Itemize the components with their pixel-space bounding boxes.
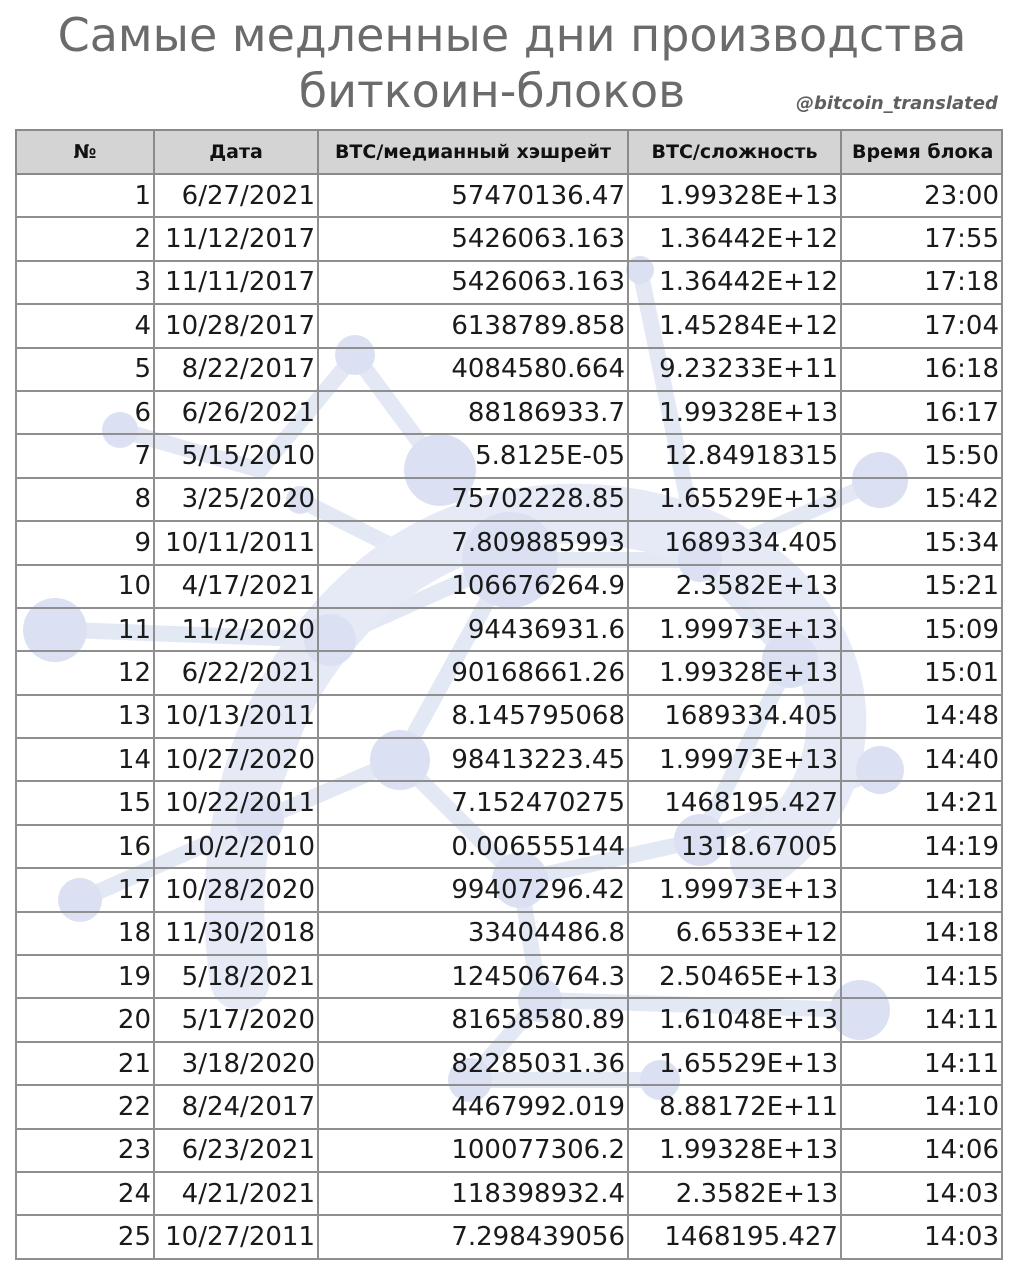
cell-block-time: 15:09 — [841, 608, 1002, 651]
cell-date: 6/23/2021 — [154, 1129, 318, 1172]
cell-date: 6/22/2021 — [154, 651, 318, 694]
table-row — [16, 434, 1002, 477]
cell-block-time: 14:40 — [841, 738, 1002, 781]
table-row — [16, 391, 1002, 434]
header-number: № — [16, 130, 154, 174]
cell-block-time: 14:11 — [841, 1042, 1002, 1085]
cell-date: 11/11/2017 — [154, 261, 318, 304]
cell-date: 5/18/2021 — [154, 955, 318, 998]
table-row — [16, 217, 1002, 260]
cell-date: 6/27/2021 — [154, 174, 318, 217]
cell-date: 10/28/2020 — [154, 868, 318, 911]
cell-difficulty: 1689334.405 — [628, 521, 841, 564]
cell-number: 23 — [16, 1129, 154, 1172]
cell-block-time: 14:48 — [841, 695, 1002, 738]
cell-date: 10/22/2011 — [154, 781, 318, 824]
cell-difficulty: 1.99328E+13 — [628, 391, 841, 434]
cell-difficulty: 1468195.427 — [628, 1215, 841, 1258]
page-title-line-1: Самые медленные дни производства — [57, 8, 967, 62]
table-row — [16, 608, 1002, 651]
table-row — [16, 955, 1002, 998]
cell-number: 22 — [16, 1085, 154, 1128]
cell-median-hashrate: 100077306.2 — [318, 1129, 628, 1172]
cell-date: 5/15/2010 — [154, 434, 318, 477]
table-row — [16, 1129, 1002, 1172]
cell-block-time: 14:06 — [841, 1129, 1002, 1172]
table-row — [16, 825, 1002, 868]
header-block-time: Время блока — [841, 130, 1002, 174]
cell-date: 11/2/2020 — [154, 608, 318, 651]
cell-block-time: 14:15 — [841, 955, 1002, 998]
table-row — [16, 998, 1002, 1041]
cell-number: 9 — [16, 521, 154, 564]
table-row — [16, 174, 1002, 217]
cell-median-hashrate: 0.006555144 — [318, 825, 628, 868]
cell-block-time: 14:19 — [841, 825, 1002, 868]
cell-block-time: 14:03 — [841, 1172, 1002, 1215]
cell-difficulty: 1.99973E+13 — [628, 738, 841, 781]
table-row — [16, 304, 1002, 347]
table-row — [16, 651, 1002, 694]
table-row — [16, 478, 1002, 521]
cell-median-hashrate: 7.809885993 — [318, 521, 628, 564]
cell-difficulty: 2.3582E+13 — [628, 565, 841, 608]
cell-median-hashrate: 5426063.163 — [318, 261, 628, 304]
cell-difficulty: 1.45284E+12 — [628, 304, 841, 347]
header-median-hashrate: BTC/медианный хэшрейт — [318, 130, 628, 174]
cell-block-time: 15:42 — [841, 478, 1002, 521]
cell-difficulty: 1.99328E+13 — [628, 651, 841, 694]
table-row — [16, 348, 1002, 391]
table-row — [16, 868, 1002, 911]
cell-block-time: 15:50 — [841, 434, 1002, 477]
cell-number: 6 — [16, 391, 154, 434]
cell-median-hashrate: 124506764.3 — [318, 955, 628, 998]
cell-median-hashrate: 88186933.7 — [318, 391, 628, 434]
cell-number: 5 — [16, 348, 154, 391]
cell-number: 25 — [16, 1215, 154, 1258]
cell-block-time: 14:18 — [841, 868, 1002, 911]
cell-difficulty: 2.3582E+13 — [628, 1172, 841, 1215]
table-row — [16, 781, 1002, 824]
cell-difficulty: 8.88172E+11 — [628, 1085, 841, 1128]
cell-difficulty: 1.99328E+13 — [628, 1129, 841, 1172]
cell-date: 10/28/2017 — [154, 304, 318, 347]
cell-difficulty: 2.50465E+13 — [628, 955, 841, 998]
cell-date: 3/25/2020 — [154, 478, 318, 521]
cell-median-hashrate: 7.298439056 — [318, 1215, 628, 1258]
cell-number: 4 — [16, 304, 154, 347]
cell-number: 16 — [16, 825, 154, 868]
table-row — [16, 1085, 1002, 1128]
page-title-line-2: биткоин-блоков — [298, 64, 686, 118]
cell-number: 10 — [16, 565, 154, 608]
cell-number: 14 — [16, 738, 154, 781]
cell-median-hashrate: 5.8125E-05 — [318, 434, 628, 477]
cell-difficulty: 9.23233E+11 — [628, 348, 841, 391]
cell-difficulty: 1.36442E+12 — [628, 261, 841, 304]
cell-difficulty: 1.99973E+13 — [628, 868, 841, 911]
cell-median-hashrate: 57470136.47 — [318, 174, 628, 217]
cell-median-hashrate: 98413223.45 — [318, 738, 628, 781]
cell-median-hashrate: 99407296.42 — [318, 868, 628, 911]
cell-median-hashrate: 75702228.85 — [318, 478, 628, 521]
cell-number: 11 — [16, 608, 154, 651]
cell-difficulty: 1318.67005 — [628, 825, 841, 868]
cell-median-hashrate: 5426063.163 — [318, 217, 628, 260]
cell-date: 4/21/2021 — [154, 1172, 318, 1215]
table-row — [16, 1215, 1002, 1258]
cell-number: 13 — [16, 695, 154, 738]
cell-block-time: 15:34 — [841, 521, 1002, 564]
cell-number: 7 — [16, 434, 154, 477]
cell-median-hashrate: 81658580.89 — [318, 998, 628, 1041]
table-row — [16, 261, 1002, 304]
cell-block-time: 17:18 — [841, 261, 1002, 304]
cell-date: 10/27/2020 — [154, 738, 318, 781]
cell-median-hashrate: 8.145795068 — [318, 695, 628, 738]
cell-difficulty: 1468195.427 — [628, 781, 841, 824]
cell-difficulty: 1.65529E+13 — [628, 478, 841, 521]
header-difficulty: BTC/сложность — [628, 130, 841, 174]
cell-number: 12 — [16, 651, 154, 694]
cell-block-time: 17:04 — [841, 304, 1002, 347]
cell-date: 10/2/2010 — [154, 825, 318, 868]
cell-difficulty: 1.36442E+12 — [628, 217, 841, 260]
cell-median-hashrate: 7.152470275 — [318, 781, 628, 824]
cell-number: 20 — [16, 998, 154, 1041]
table-row — [16, 695, 1002, 738]
cell-number: 1 — [16, 174, 154, 217]
table-row — [16, 1042, 1002, 1085]
cell-number: 2 — [16, 217, 154, 260]
cell-date: 8/24/2017 — [154, 1085, 318, 1128]
table-row — [16, 738, 1002, 781]
table-row — [16, 912, 1002, 955]
cell-date: 10/27/2011 — [154, 1215, 318, 1258]
cell-difficulty: 1.65529E+13 — [628, 1042, 841, 1085]
cell-median-hashrate: 106676264.9 — [318, 565, 628, 608]
cell-median-hashrate: 118398932.4 — [318, 1172, 628, 1215]
cell-median-hashrate: 4467992.019 — [318, 1085, 628, 1128]
header-date: Дата — [154, 130, 318, 174]
cell-median-hashrate: 94436931.6 — [318, 608, 628, 651]
cell-median-hashrate: 90168661.26 — [318, 651, 628, 694]
cell-block-time: 14:03 — [841, 1215, 1002, 1258]
cell-median-hashrate: 33404486.8 — [318, 912, 628, 955]
cell-date: 6/26/2021 — [154, 391, 318, 434]
cell-date: 4/17/2021 — [154, 565, 318, 608]
cell-number: 3 — [16, 261, 154, 304]
table-row — [16, 1172, 1002, 1215]
cell-median-hashrate: 4084580.664 — [318, 348, 628, 391]
cell-number: 17 — [16, 868, 154, 911]
cell-number: 24 — [16, 1172, 154, 1215]
cell-date: 11/30/2018 — [154, 912, 318, 955]
cell-date: 5/17/2020 — [154, 998, 318, 1041]
cell-date: 11/12/2017 — [154, 217, 318, 260]
cell-block-time: 14:21 — [841, 781, 1002, 824]
channel-handle: @bitcoin_translated — [796, 93, 998, 114]
cell-block-time: 14:10 — [841, 1085, 1002, 1128]
cell-date: 8/22/2017 — [154, 348, 318, 391]
cell-difficulty: 1.99328E+13 — [628, 174, 841, 217]
table-header-row — [16, 130, 1002, 174]
cell-date: 10/11/2011 — [154, 521, 318, 564]
table-row — [16, 521, 1002, 564]
table-row — [16, 565, 1002, 608]
cell-difficulty: 1.99973E+13 — [628, 608, 841, 651]
cell-number: 8 — [16, 478, 154, 521]
cell-block-time: 15:01 — [841, 651, 1002, 694]
cell-median-hashrate: 82285031.36 — [318, 1042, 628, 1085]
cell-difficulty: 1.61048E+13 — [628, 998, 841, 1041]
cell-number: 21 — [16, 1042, 154, 1085]
cell-number: 18 — [16, 912, 154, 955]
cell-block-time: 16:17 — [841, 391, 1002, 434]
cell-number: 15 — [16, 781, 154, 824]
cell-difficulty: 1689334.405 — [628, 695, 841, 738]
slowest-days-table — [15, 129, 1001, 1260]
cell-median-hashrate: 6138789.858 — [318, 304, 628, 347]
cell-block-time: 23:00 — [841, 174, 1002, 217]
cell-block-time: 16:18 — [841, 348, 1002, 391]
cell-difficulty: 6.6533E+12 — [628, 912, 841, 955]
cell-block-time: 15:21 — [841, 565, 1002, 608]
cell-block-time: 14:11 — [841, 998, 1002, 1041]
cell-date: 3/18/2020 — [154, 1042, 318, 1085]
cell-block-time: 17:55 — [841, 217, 1002, 260]
cell-number: 19 — [16, 955, 154, 998]
cell-date: 10/13/2011 — [154, 695, 318, 738]
cell-difficulty: 12.84918315 — [628, 434, 841, 477]
cell-block-time: 14:18 — [841, 912, 1002, 955]
